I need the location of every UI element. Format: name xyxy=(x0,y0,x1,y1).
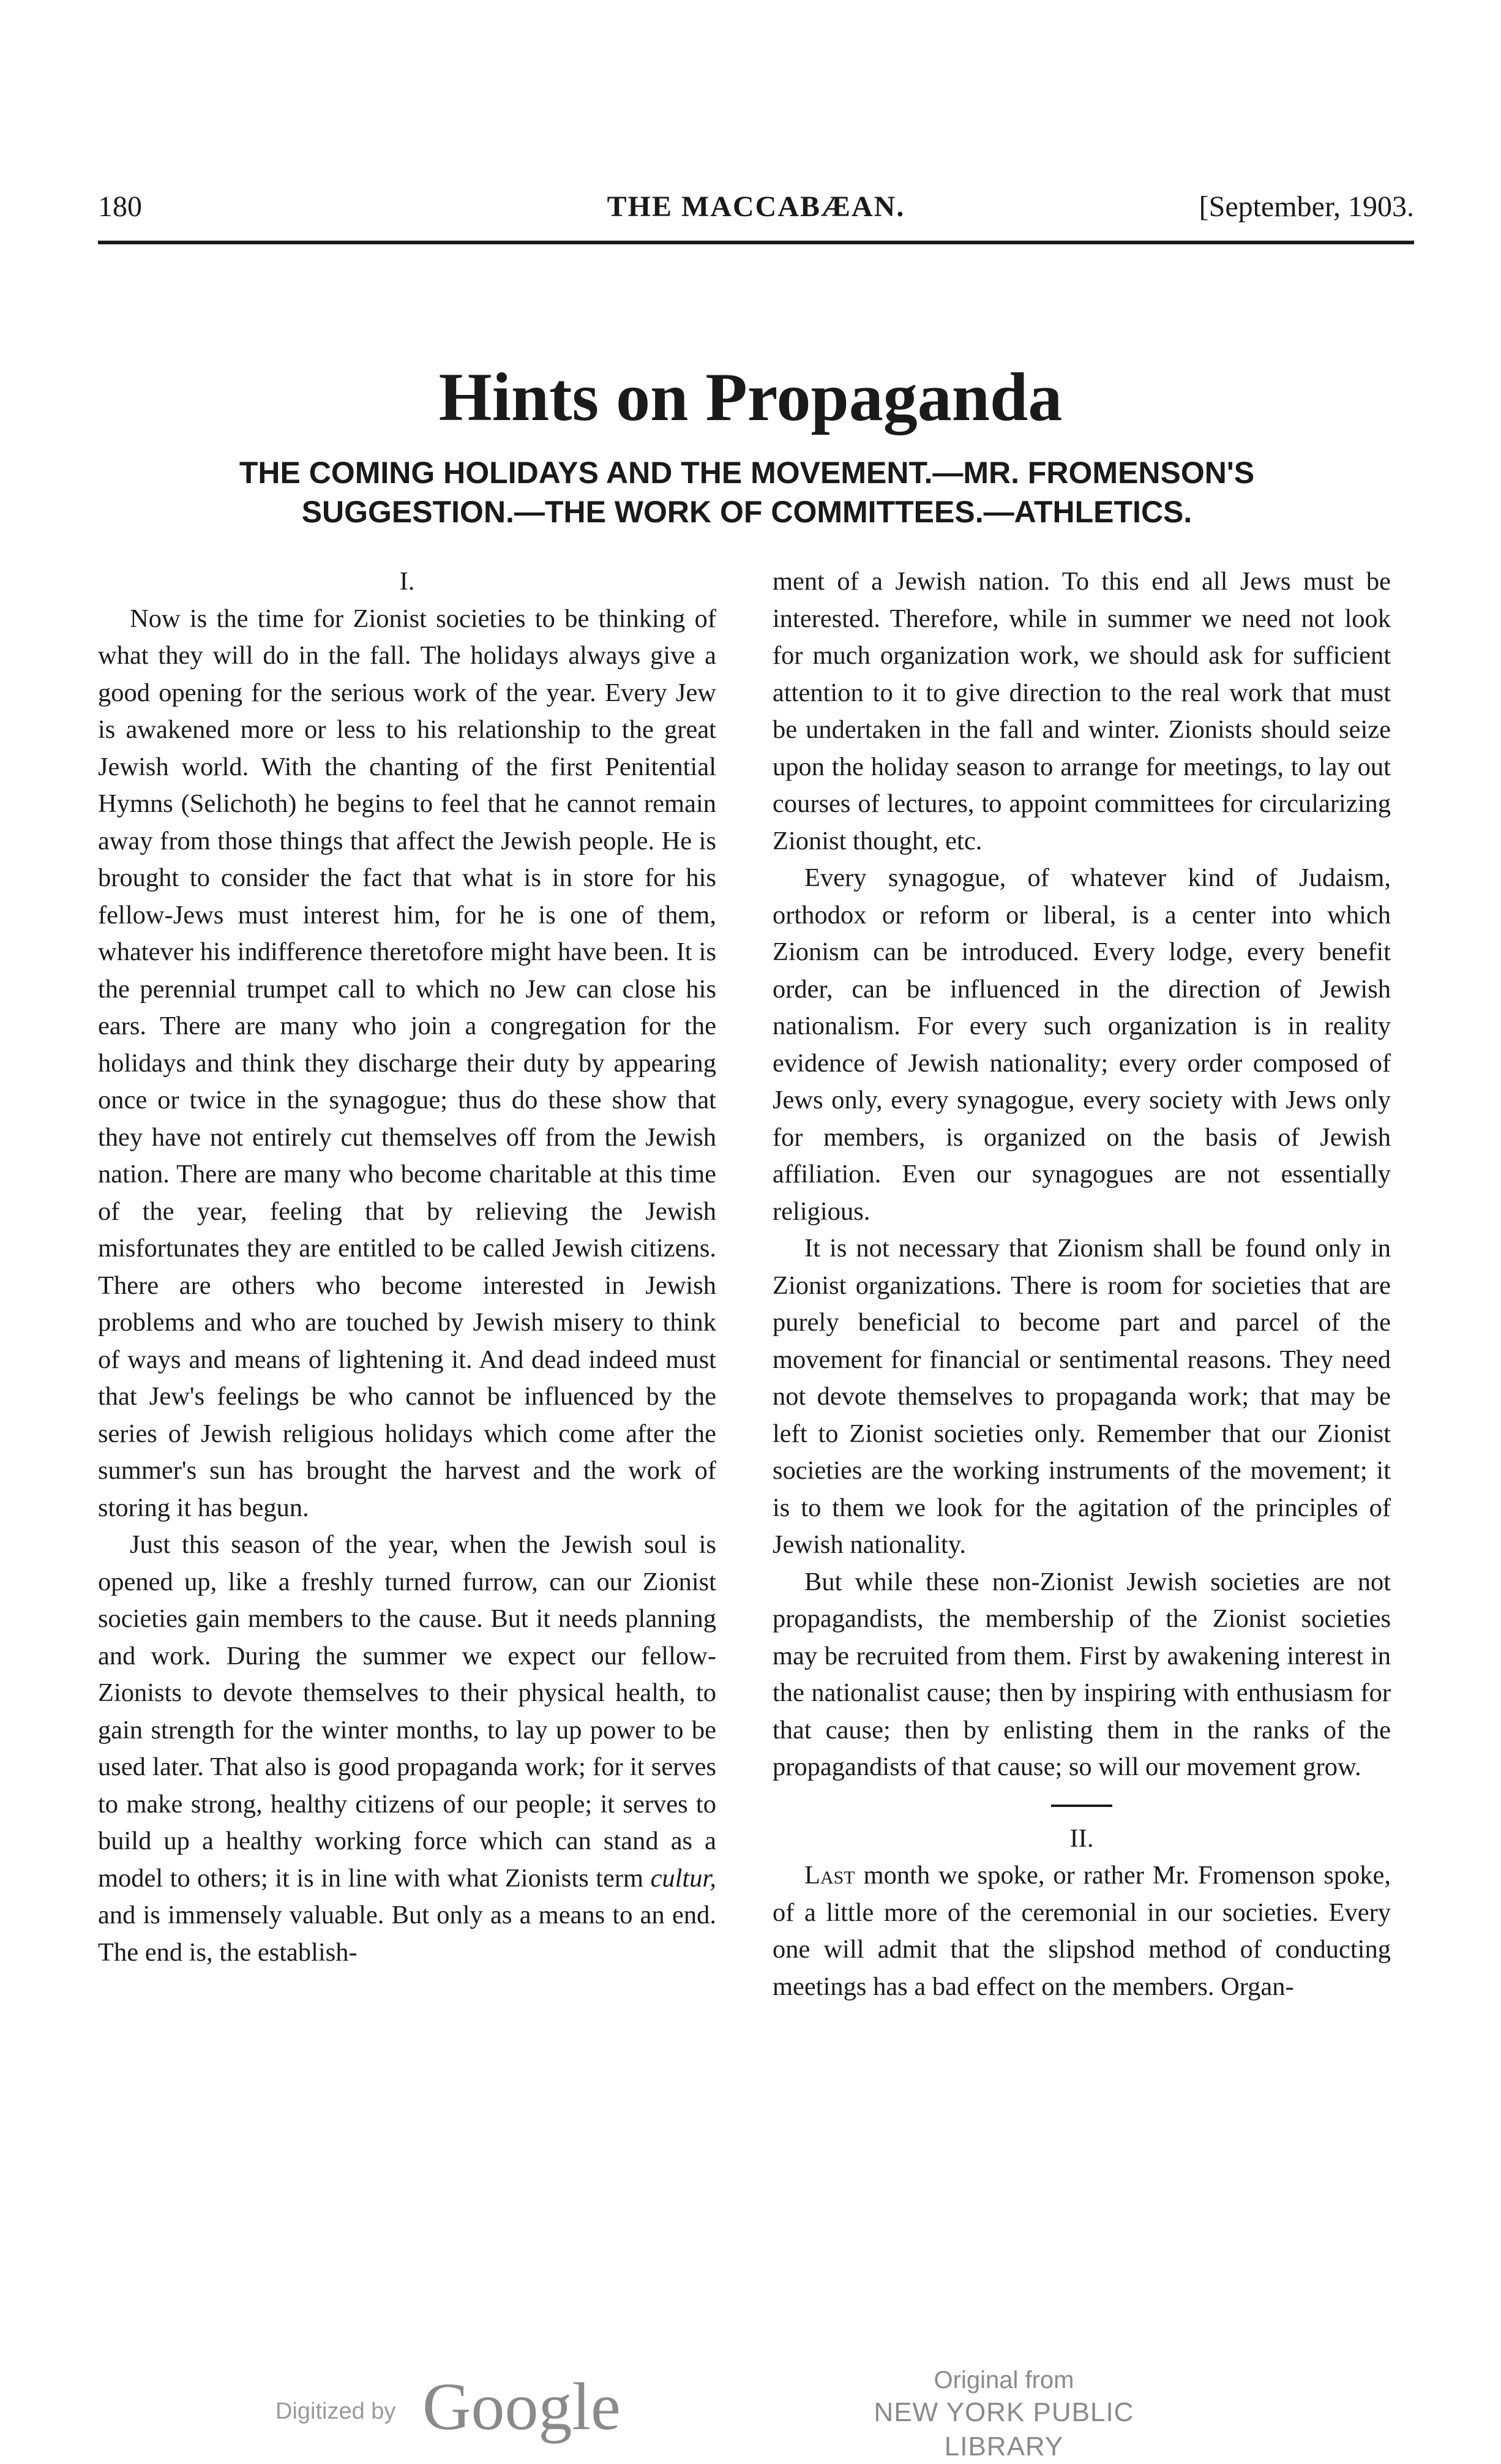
paragraph-5: But while these non-Zionist Jewish societies are not propagandists, the membership of the Zionist societies may be recruited from them. First by awakening interest in the nationalist cause; then by inspiring with enthusiasm for that cause; then by enlisting them in the ranks of the propagandists of that cause; so will our movement grow. xyxy=(773,1567,1391,1781)
right-column xyxy=(773,563,1391,2005)
digitized-by-label: Digitized by xyxy=(275,2398,396,2424)
paragraph-2 xyxy=(98,1527,716,1971)
section-divider xyxy=(1051,1805,1112,1807)
section-heading-2: II. xyxy=(1069,1824,1094,1853)
library-name: NEW YORK PUBLIC LIBRARY xyxy=(874,2397,1134,2462)
original-from-label: Original from xyxy=(934,2367,1074,2394)
issue-date: [September, 1903. xyxy=(1199,190,1414,223)
left-column xyxy=(98,563,716,1971)
running-title: THE MACCABÆAN. xyxy=(607,190,905,223)
paragraph-6-text: month we spoke, or rather Mr. Fromenson spoke, of a little more of the ceremonial in our societies. Every one will admit that the slipshod method of conducting meetings has a bad effect on the members. Organ- xyxy=(773,1861,1391,2001)
paragraph-3: Every synagogue, of whatever kind of Judaism, orthodox or reform or liberal, is a center into which Zionism can be introduced. Every lodge, every benefit order, can be influenced in the direction of Jewish nationalism. For every such organization is in reality evidence of Jewish nationality; every order composed of Jews only, every synagogue, every society with Jews only for members, is organized on the basis of Jewish affiliation. Even our synagogues are not essentially religious. xyxy=(773,863,1391,1226)
google-logo: Google xyxy=(422,2369,621,2444)
header-rule xyxy=(98,241,1414,244)
article-subtitle: THE COMING HOLIDAYS AND THE MOVEMENT.—MR. FROMENSON'S SUGGESTION.—THE WORK OF COMMITTEES.—ATHLETICS. xyxy=(239,456,1255,529)
paragraph-2-continued: ment of a Jewish nation. To this end all Jews must be interested. Therefore, while in summer we need not look for much organization work, we should ask for sufficient attention to it to give direction to the real work that must be undertaken in the fall and winter. Zionists should seize upon the holiday season to arrange for meetings, to lay out courses of lectures, to appoint committees for circularizing Zionist thought, etc. xyxy=(773,567,1391,855)
article-title: Hints on Propaganda xyxy=(438,359,1063,435)
paragraph-4: It is not necessary that Zionism shall be found only in Zionist organizations. There is room for societies that are purely beneficial to become part and parcel of the movement for financial or sentimental reasons. They need not devote themselves to propaganda work; that may be left to Zionist societies only. Remember that our Zionist societies are the working instruments of the movement; it is to them we look for the agitation of the principles of Jewish nationality. xyxy=(773,1234,1391,1559)
paragraph-2-text: Just this season of the year, when the Jewish soul is opened up, like a freshly turned furrow, can our Zionist societies gain members to the cause. But it needs planning and work. During the summer we expect our fellow-Zionists to devote themselves to their physical health, to gain strength for the winter months, to lay up power to be used later. That also is good propaganda work; for it serves to make strong, healthy citizens of our people; it serves to build up a healthy working force which can stand as a model to others; it is in line with what Zionists term xyxy=(98,1530,716,1893)
paragraph-6 xyxy=(773,1857,1391,2005)
paragraph-1: Now is the time for Zionist societies to be thinking of what they will do in the fall. The holidays always give a good opening for the serious work of the year. Every Jew is awakened more or less to his relationship to the great Jewish world. With the chanting of the first Penitential Hymns (Selichoth) he begins to feel that he cannot remain away from those things that affect the Jewish people. He is brought to consider the fact that what is in store for his fellow-Jews must interest him, for he is one of them, whatever his indifference theretofore might have been. It is the perennial trumpet call to which no Jew can close his ears. There are many who join a congregation for the holidays and think they discharge their duty by appearing once or twice in the synagogue; thus do these show that they have not entirely cut themselves off from the Jewish nation. There are many who become charitable at this time of the year, feeling that by relieving the Jewish misfortunates they are entitled to be called Jewish citizens. There are others who become interested in Jewish problems and who are touched by Jewish misery to think of ways and means of lightening it. And dead indeed must that Jew's feelings be who cannot be influenced by the series of Jewish religious holidays which come after the summer's sun has brought the harvest and the work of storing it has begun. xyxy=(98,604,716,1522)
section-heading-1: I. xyxy=(399,567,415,596)
page-header xyxy=(98,184,1414,233)
paragraph-2-end: and is immensely valuable. But only as a means to an end. The end is, the establish- xyxy=(98,1901,716,1967)
paragraph-2-italic: cultur, xyxy=(650,1863,716,1893)
paragraph-6-lead: Last xyxy=(804,1861,855,1890)
page-number: 180 xyxy=(98,190,142,223)
